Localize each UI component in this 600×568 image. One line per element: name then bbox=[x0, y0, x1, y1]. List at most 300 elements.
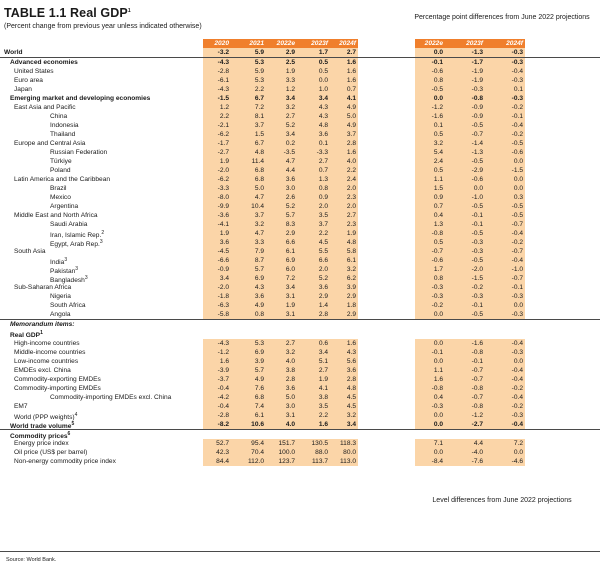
table-cell: 3.1 bbox=[285, 293, 295, 301]
table-cell: 6.6 bbox=[318, 257, 328, 265]
table-cell: 2.0 bbox=[346, 185, 356, 193]
table-cell: -0.5 bbox=[511, 212, 523, 220]
pp-difference-header: Percentage point differences from June 2022 projections bbox=[414, 14, 590, 21]
table-cell: 4.7 bbox=[285, 158, 295, 166]
table-cell: 10.4 bbox=[251, 203, 264, 211]
table-cell: 2.3 bbox=[346, 194, 356, 202]
table-cell: -6.2 bbox=[217, 176, 229, 184]
table-cell: 4.8 bbox=[254, 149, 264, 157]
table-cell: -3.6 bbox=[217, 212, 229, 220]
table-cell: 7.4 bbox=[254, 402, 264, 410]
table-cell: -0.1 bbox=[471, 212, 483, 220]
table-row bbox=[0, 319, 600, 329]
table-row bbox=[0, 112, 600, 121]
table-cell: -1.6 bbox=[431, 113, 443, 121]
table-cell: 3.6 bbox=[219, 239, 229, 247]
table-cell: 88.0 bbox=[315, 448, 328, 456]
table-cell: -9.9 bbox=[217, 203, 229, 211]
table-cell: 0.0 bbox=[513, 302, 523, 310]
row-label-text: EMDEs excl. China bbox=[14, 366, 71, 374]
row-label-text: Russian Federation bbox=[50, 149, 108, 157]
table-cell: 4.9 bbox=[254, 375, 264, 383]
table-cell: 1.9 bbox=[219, 158, 229, 166]
table-cell: -1.7 bbox=[217, 140, 229, 148]
table-cell: -0.5 bbox=[471, 311, 483, 319]
table-cell: 5.3 bbox=[254, 59, 264, 67]
table-cell: 3.4 bbox=[219, 275, 229, 283]
footnote-marker: 3 bbox=[84, 275, 88, 282]
column-header: 2023f bbox=[466, 40, 483, 47]
table-cell: 5.7 bbox=[285, 212, 295, 220]
table-cell: -0.4 bbox=[511, 375, 523, 383]
table-cell: -0.2 bbox=[471, 284, 483, 292]
table-row bbox=[0, 348, 600, 357]
table-cell: 0.0 bbox=[433, 339, 443, 347]
table-cell: -1.2 bbox=[471, 411, 483, 419]
table-cell: -0.4 bbox=[511, 68, 523, 76]
table-cell: 2.0 bbox=[318, 203, 328, 211]
table-cell: 0.4 bbox=[433, 212, 443, 220]
table-cell: -0.5 bbox=[471, 257, 483, 265]
table-cell: 1.0 bbox=[318, 86, 328, 94]
row-label-text: Europe and Central Asia bbox=[14, 140, 86, 148]
table-cell: 2.7 bbox=[285, 113, 295, 121]
table-cell: -0.8 bbox=[431, 384, 443, 392]
table-cell: 6.1 bbox=[346, 257, 356, 265]
table-cell: -0.1 bbox=[431, 59, 443, 67]
table-cell: -2.0 bbox=[471, 266, 483, 274]
table-cell: 6.8 bbox=[254, 167, 264, 175]
table-cell: 2.2 bbox=[254, 86, 264, 94]
table-cell: 100.0 bbox=[278, 448, 295, 456]
table-cell: -8.2 bbox=[217, 420, 229, 428]
table-row bbox=[0, 238, 600, 247]
table-cell: -0.8 bbox=[471, 402, 483, 410]
table-cell: 0.5 bbox=[433, 167, 443, 175]
row-label bbox=[14, 103, 76, 112]
table-cell: -0.7 bbox=[471, 393, 483, 401]
table-cell: -0.4 bbox=[511, 366, 523, 374]
table-cell: -1.9 bbox=[471, 68, 483, 76]
table-cell: 3.4 bbox=[318, 348, 328, 356]
table-cell: -0.3 bbox=[471, 293, 483, 301]
table-cell: 1.9 bbox=[346, 230, 356, 238]
row-label bbox=[50, 130, 75, 139]
table-cell: 1.6 bbox=[433, 375, 443, 383]
row-label bbox=[14, 247, 46, 256]
table-cell: -0.2 bbox=[511, 402, 523, 410]
row-label-text: Nigeria bbox=[50, 293, 71, 301]
table-cell: 0.0 bbox=[513, 448, 523, 456]
table-cell: 8.7 bbox=[254, 257, 264, 265]
table-cell: 5.2 bbox=[318, 275, 328, 283]
table-cell: -0.3 bbox=[511, 59, 523, 67]
table-cell: 2.2 bbox=[219, 113, 229, 121]
table-cell: 3.6 bbox=[254, 293, 264, 301]
table-cell: 3.2 bbox=[346, 411, 356, 419]
row-label bbox=[14, 67, 54, 76]
table-cell: 4.3 bbox=[318, 104, 328, 112]
table-cell: -0.9 bbox=[471, 104, 483, 112]
row-label-text: Pakistan bbox=[50, 268, 76, 276]
table-row bbox=[0, 301, 600, 310]
table-cell: 7.1 bbox=[433, 439, 443, 447]
table-cell: -0.4 bbox=[511, 420, 523, 428]
table-cell: 4.3 bbox=[346, 348, 356, 356]
table-cell: 3.5 bbox=[318, 212, 328, 220]
table-bottom-rule bbox=[0, 551, 600, 552]
table-cell: 2.5 bbox=[285, 59, 295, 67]
table-cell: 10.6 bbox=[251, 420, 264, 428]
row-label-text: United States bbox=[14, 68, 54, 76]
row-label-text: Indonesia bbox=[50, 122, 79, 130]
table-row bbox=[0, 411, 600, 420]
table-cell: 70.4 bbox=[251, 448, 264, 456]
table-cell: -0.3 bbox=[431, 284, 443, 292]
table-cell: -0.4 bbox=[511, 122, 523, 130]
table-row bbox=[0, 148, 600, 157]
row-label-text: Sub-Saharan Africa bbox=[14, 284, 72, 292]
table-cell: 2.7 bbox=[346, 212, 356, 220]
table-cell: -1.0 bbox=[471, 194, 483, 202]
table-cell: -8.0 bbox=[217, 194, 229, 202]
table-cell: 11.4 bbox=[251, 158, 264, 166]
row-label-text: East Asia and Pacific bbox=[14, 104, 76, 112]
table-cell: 2.8 bbox=[346, 375, 356, 383]
row-label-text: Thailand bbox=[50, 131, 76, 139]
table-row bbox=[0, 94, 600, 103]
table-cell: 118.3 bbox=[339, 439, 356, 447]
row-label bbox=[50, 166, 71, 175]
table-cell: 4.5 bbox=[346, 402, 356, 410]
table-cell: -0.5 bbox=[511, 203, 523, 211]
table-cell: 2.4 bbox=[346, 176, 356, 184]
table-cell: 5.1 bbox=[318, 357, 328, 365]
table-cell: 0.0 bbox=[513, 185, 523, 193]
table-cell: 113.0 bbox=[339, 457, 356, 465]
table-row bbox=[0, 448, 600, 457]
table-cell: 2.9 bbox=[318, 293, 328, 301]
row-label-text: India bbox=[50, 259, 65, 267]
table-cell: 6.7 bbox=[254, 95, 264, 103]
table-cell: 0.0 bbox=[433, 448, 443, 456]
table-row bbox=[0, 58, 600, 67]
row-label-text: Euro area bbox=[14, 77, 43, 85]
row-label-text: Non-energy commodity price index bbox=[14, 457, 116, 465]
row-label-text: Commodity-importing EMDEs bbox=[14, 384, 101, 392]
table-cell: 3.2 bbox=[285, 104, 295, 112]
column-header: 2024f bbox=[339, 40, 356, 47]
table-cell: 0.7 bbox=[433, 203, 443, 211]
table-cell: -0.5 bbox=[511, 140, 523, 148]
table-row bbox=[0, 85, 600, 94]
row-label-text: Middle East and North Africa bbox=[14, 212, 98, 220]
table-cell: 2.2 bbox=[318, 230, 328, 238]
table-row bbox=[0, 420, 600, 429]
row-label bbox=[50, 157, 72, 166]
table-cell: 3.6 bbox=[285, 384, 295, 392]
table-cell: 3.7 bbox=[254, 122, 264, 130]
table-cell: 113.7 bbox=[311, 457, 328, 465]
row-label bbox=[14, 457, 116, 466]
table-cell: -0.6 bbox=[511, 149, 523, 157]
table-cell: 3.2 bbox=[433, 140, 443, 148]
table-cell: -0.9 bbox=[471, 113, 483, 121]
table-cell: 2.7 bbox=[318, 158, 328, 166]
table-cell: 0.0 bbox=[433, 95, 443, 103]
row-label-text: Low-income countries bbox=[14, 357, 79, 365]
table-cell: -6.3 bbox=[217, 302, 229, 310]
table-row bbox=[0, 220, 600, 229]
table-cell: 6.0 bbox=[285, 266, 295, 274]
table-cell: -1.5 bbox=[511, 167, 523, 175]
row-label bbox=[14, 76, 43, 85]
table-row bbox=[0, 103, 600, 112]
table-cell: 0.5 bbox=[318, 59, 328, 67]
table-cell: 6.8 bbox=[254, 176, 264, 184]
table-row bbox=[0, 283, 600, 292]
table-cell: -1.2 bbox=[217, 348, 229, 356]
table-cell: 0.1 bbox=[318, 140, 328, 148]
table-cell: -0.2 bbox=[511, 384, 523, 392]
row-label bbox=[14, 139, 85, 148]
table-cell: 3.1 bbox=[285, 411, 295, 419]
table-cell: -2.0 bbox=[217, 284, 229, 292]
footnote-marker: 3 bbox=[99, 239, 103, 246]
table-cell: -0.6 bbox=[471, 176, 483, 184]
table-cell: -1.7 bbox=[471, 59, 483, 67]
table-cell: 0.6 bbox=[318, 339, 328, 347]
table-cell: 8.3 bbox=[285, 221, 295, 229]
table-cell: 5.0 bbox=[254, 185, 264, 193]
row-label-text: EM7 bbox=[14, 402, 28, 410]
table-cell: 1.7 bbox=[318, 49, 328, 56]
table-cell: 3.2 bbox=[346, 266, 356, 274]
table-cell: -1.3 bbox=[471, 49, 483, 56]
table-cell: 4.9 bbox=[254, 302, 264, 310]
row-label-text: Egypt, Arab Rep. bbox=[50, 241, 100, 249]
table-cell: 1.6 bbox=[346, 149, 356, 157]
row-label bbox=[50, 112, 67, 121]
table-cell: -6.6 bbox=[217, 257, 229, 265]
table-cell: 1.9 bbox=[219, 230, 229, 238]
table-row bbox=[0, 429, 600, 439]
table-cell: 1.5 bbox=[433, 185, 443, 193]
table-cell: -0.4 bbox=[511, 339, 523, 347]
column-header: 2021 bbox=[249, 40, 264, 47]
table-cell: -0.1 bbox=[471, 357, 483, 365]
row-label bbox=[14, 211, 98, 220]
row-label-text: Memorandum items: bbox=[10, 321, 75, 329]
table-cell: -0.3 bbox=[511, 311, 523, 319]
table-cell: -0.4 bbox=[217, 384, 229, 392]
table-cell: 0.8 bbox=[433, 77, 443, 85]
table-cell: -4.3 bbox=[217, 339, 229, 347]
table-cell: 0.5 bbox=[433, 131, 443, 139]
table-cell: -3.7 bbox=[217, 375, 229, 383]
row-label bbox=[50, 184, 67, 193]
table-cell: 2.8 bbox=[346, 140, 356, 148]
row-label-text: World (PPP weights) bbox=[14, 413, 75, 421]
source-note: Source: World Bank. bbox=[6, 557, 57, 563]
table-cell: 4.8 bbox=[346, 384, 356, 392]
table-cell: -0.7 bbox=[471, 131, 483, 139]
table-cell: 0.0 bbox=[513, 158, 523, 166]
table-cell: -2.7 bbox=[471, 420, 483, 428]
table-cell: -0.2 bbox=[431, 302, 443, 310]
table-cell: 0.7 bbox=[318, 167, 328, 175]
table-cell: 1.2 bbox=[219, 104, 229, 112]
table-cell: 2.9 bbox=[346, 311, 356, 319]
table-cell: -0.8 bbox=[471, 384, 483, 392]
table-cell: -0.5 bbox=[471, 158, 483, 166]
table-cell: -0.3 bbox=[511, 348, 523, 356]
table-cell: -3.3 bbox=[316, 149, 328, 157]
row-label bbox=[14, 366, 71, 375]
table-cell: 0.3 bbox=[513, 194, 523, 202]
row-label-text: Middle-income countries bbox=[14, 348, 86, 356]
table-cell: 5.0 bbox=[346, 113, 356, 121]
table-cell: -4.3 bbox=[217, 59, 229, 67]
table-cell: -0.3 bbox=[511, 293, 523, 301]
table-cell: 4.0 bbox=[346, 158, 356, 166]
table-cell: 0.0 bbox=[433, 49, 443, 56]
table-cell: -4.0 bbox=[471, 448, 483, 456]
table-cell: -1.3 bbox=[471, 149, 483, 157]
row-label-text: Energy price index bbox=[14, 439, 69, 447]
table-cell: -1.5 bbox=[471, 275, 483, 283]
table-row bbox=[0, 67, 600, 76]
table-cell: 1.6 bbox=[219, 357, 229, 365]
row-label bbox=[50, 310, 71, 319]
table-cell: 1.9 bbox=[285, 68, 295, 76]
table-cell: 0.9 bbox=[318, 194, 328, 202]
table-cell: -6.2 bbox=[217, 131, 229, 139]
table-cell: 4.4 bbox=[285, 167, 295, 175]
table-cell: 3.8 bbox=[318, 393, 328, 401]
row-label-text: World bbox=[4, 49, 23, 56]
table-cell: 3.6 bbox=[285, 176, 295, 184]
table-row bbox=[0, 375, 600, 384]
table-cell: -0.3 bbox=[511, 77, 523, 85]
row-label bbox=[10, 94, 150, 103]
table-cell: 3.5 bbox=[318, 402, 328, 410]
table-cell: 3.0 bbox=[285, 185, 295, 193]
table-cell: -0.5 bbox=[471, 230, 483, 238]
table-cell: 3.4 bbox=[318, 95, 328, 103]
table-cell: 2.8 bbox=[285, 375, 295, 383]
footnote-marker: 1 bbox=[40, 330, 43, 337]
table-cell: -7.6 bbox=[471, 457, 483, 465]
row-label bbox=[14, 402, 28, 411]
table-cell: 3.4 bbox=[285, 284, 295, 292]
table-cell: 0.0 bbox=[513, 357, 523, 365]
table-row bbox=[0, 184, 600, 193]
table-cell: -0.1 bbox=[471, 302, 483, 310]
table-cell: -0.6 bbox=[431, 257, 443, 265]
row-label bbox=[14, 357, 78, 366]
table-cell: 2.8 bbox=[318, 311, 328, 319]
table-cell: 0.0 bbox=[513, 176, 523, 184]
table-row bbox=[0, 357, 600, 366]
table-cell: -2.9 bbox=[471, 167, 483, 175]
row-label bbox=[50, 220, 87, 229]
table-cell: 2.7 bbox=[346, 49, 356, 56]
table-cell: -1.9 bbox=[471, 77, 483, 85]
row-label bbox=[10, 58, 78, 67]
table-cell: -0.8 bbox=[471, 95, 483, 103]
table-cell: 0.4 bbox=[433, 393, 443, 401]
table-cell: 3.9 bbox=[254, 357, 264, 365]
row-label-text: Bangladesh bbox=[50, 277, 85, 285]
table-cell: -0.3 bbox=[471, 86, 483, 94]
footnote-marker: 2 bbox=[101, 230, 105, 237]
row-label bbox=[14, 85, 32, 94]
table-row bbox=[0, 439, 600, 448]
table-cell: 0.0 bbox=[318, 77, 328, 85]
table-cell: 1.9 bbox=[285, 302, 295, 310]
table-cell: 0.8 bbox=[433, 275, 443, 283]
table-cell: 5.7 bbox=[254, 266, 264, 274]
table-cell: -4.3 bbox=[217, 86, 229, 94]
table-cell: 6.1 bbox=[285, 248, 295, 256]
table-cell: 0.0 bbox=[433, 420, 443, 428]
row-label-text: Emerging market and developing economies bbox=[10, 95, 151, 103]
table-cell: 0.0 bbox=[433, 411, 443, 419]
table-cell: 3.3 bbox=[285, 77, 295, 85]
table-cell: -4.1 bbox=[217, 221, 229, 229]
row-label-text: South Asia bbox=[14, 248, 46, 256]
table-cell: 0.0 bbox=[433, 357, 443, 365]
table-cell: -1.8 bbox=[217, 293, 229, 301]
table-cell: 6.7 bbox=[254, 140, 264, 148]
table-row bbox=[0, 329, 600, 338]
table-row bbox=[0, 402, 600, 411]
table-cell: 1.3 bbox=[318, 176, 328, 184]
table-cell: 2.9 bbox=[346, 293, 356, 301]
table-cell: 3.0 bbox=[285, 402, 295, 410]
table-row bbox=[0, 48, 600, 58]
row-label bbox=[50, 301, 86, 310]
table-row bbox=[0, 76, 600, 85]
table-cell: -3.3 bbox=[217, 185, 229, 193]
table-cell: 5.4 bbox=[433, 149, 443, 157]
table-row bbox=[0, 265, 600, 274]
table-cell: 2.6 bbox=[285, 194, 295, 202]
table-cell: 4.3 bbox=[254, 284, 264, 292]
row-label-text: Oil price (US$ per barrel) bbox=[14, 448, 88, 456]
table-row bbox=[0, 256, 600, 265]
table-cell: 4.0 bbox=[285, 420, 295, 428]
row-label-text: Argentina bbox=[50, 203, 79, 211]
table-cell: 6.8 bbox=[254, 393, 264, 401]
table-cell: -0.7 bbox=[511, 221, 523, 229]
row-label-text: Commodity prices bbox=[10, 432, 68, 440]
table-row bbox=[0, 292, 600, 301]
table-cell: -3.5 bbox=[283, 149, 295, 157]
table-cell: -4.6 bbox=[511, 457, 523, 465]
table-cell: -4.5 bbox=[217, 248, 229, 256]
table-cell: 0.7 bbox=[346, 86, 356, 94]
table-cell: 0.0 bbox=[433, 311, 443, 319]
table-row bbox=[0, 247, 600, 256]
table-subtitle: (Percent change from previous year unless indicated otherwise) bbox=[4, 23, 202, 30]
table-cell: -4.2 bbox=[217, 393, 229, 401]
table-cell: -0.7 bbox=[511, 275, 523, 283]
row-label bbox=[14, 375, 101, 384]
level-difference-header: Level differences from June 2022 projections bbox=[432, 497, 572, 504]
table-cell: -0.1 bbox=[471, 221, 483, 229]
